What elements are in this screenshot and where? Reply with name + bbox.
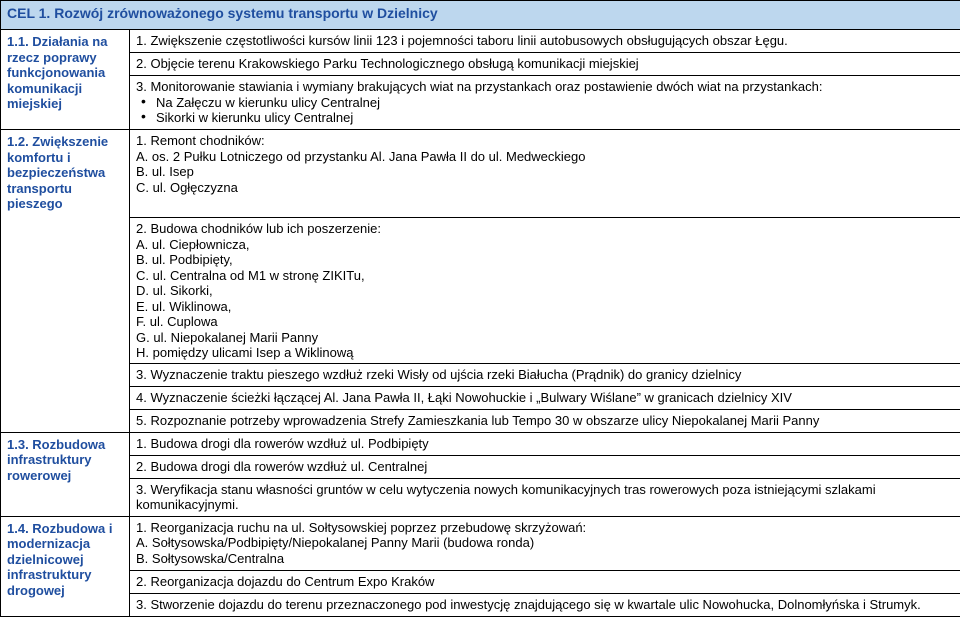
list-item: H. pomiędzy ulicami Isep a Wiklinową: [136, 345, 354, 360]
table-row: [1, 363, 960, 386]
table-row: [1, 432, 960, 455]
bullet-list: [136, 95, 954, 126]
table-row: [1, 478, 960, 516]
section-label-1-1: 1.1. Działania na rzecz poprawy funkcjonowania komunikacji miejskiej: [1, 30, 130, 130]
table-cell: 2. Reorganizacja dojazdu do Centrum Expo Kraków: [130, 570, 960, 593]
table-cell: [130, 130, 960, 218]
list-item: • Sikorki w kierunku ulicy Centralnej: [156, 110, 954, 126]
table-row: [1, 409, 960, 432]
list-item: G. ul. Niepokalanej Marii Panny: [136, 329, 319, 345]
table-cell: 2. Budowa drogi dla rowerów wzdłuż ul. Centralnej: [130, 455, 960, 478]
table-cell: [130, 218, 960, 364]
list-item: C. ul. Centralna od M1 w stronę ZIKITu,: [136, 267, 365, 283]
list-item: B. Sołtysowska/Centralna: [136, 550, 285, 566]
table-cell: 3. Wyznaczenie traktu pieszego wzdłuż rzeki Wisły od ujścia rzeki Białucha (Prądnik) do granicy dzielnicy: [130, 363, 960, 386]
table-cell: [130, 76, 960, 130]
list-item: B. ul. Isep: [136, 164, 194, 179]
table-cell: 3. Weryfikacja stanu własności gruntów w celu wytyczenia nowych komunikacyjnych tras rowerowych poza istniejącymi szlakami komunikacyjnymi.: [130, 478, 960, 516]
list-item: 1. Reorganizacja ruchu na ul. Sołtysowskiej poprzez przebudowę skrzyżowań:: [136, 519, 587, 535]
list-item: A. ul. Ciepłownicza,: [136, 236, 250, 252]
list-item: A. Sołtysowska/Podbipięty/Niepokalanej Panny Marii (budowa ronda): [136, 535, 535, 550]
table-title: CEL 1. Rozwój zrównoważonego systemu transportu w Dzielnicy: [1, 1, 960, 30]
table-row: [1, 218, 960, 364]
table-row: [1, 130, 960, 218]
table-row: [1, 53, 960, 76]
table-cell: 3. Stworzenie dojazdu do terenu przeznaczonego pod inwestycję znajdującego się w kwartale ulic Nowohucka, Dolnomłyńska i Strumyk.: [130, 593, 960, 616]
table-cell: 1. Budowa drogi dla rowerów wzdłuż ul. Podbipięty: [130, 432, 960, 455]
table-row: [1, 386, 960, 409]
section-label-1-2: 1.2. Zwiększenie komfortu i bezpieczeństwa transportu pieszego: [1, 130, 130, 433]
header-row: [1, 1, 960, 30]
table-cell: 4. Wyznaczenie ścieżki łączącej Al. Jana Pawła II, Łąki Nowohuckie i „Bulwary Wiślane” w granicach dzielnicy XIV: [130, 386, 960, 409]
table-row: [1, 593, 960, 616]
table-row: [1, 76, 960, 130]
list-item: • Na Załęczu w kierunku ulicy Centralnej: [156, 95, 954, 111]
section-label-1-4: 1.4. Rozbudowa i modernizacja dzielnicowej infrastruktury drogowej: [1, 516, 130, 616]
list-item: B. ul. Podbipięty,: [136, 252, 233, 267]
table-row: [1, 516, 960, 570]
list-item: A. os. 2 Pułku Lotniczego od przystanku Al. Jana Pawła II do ul. Medweckiego: [136, 148, 586, 164]
list-item: D. ul. Sikorki,: [136, 283, 213, 298]
table-row: [1, 30, 960, 53]
list-item: 2. Budowa chodników lub ich poszerzenie:: [136, 221, 381, 236]
list-item: E. ul. Wiklinowa,: [136, 298, 232, 314]
section-label-1-3: 1.3. Rozbudowa infrastruktury rowerowej: [1, 432, 130, 516]
list-item: 1. Remont chodników:: [136, 133, 265, 148]
table-cell: [130, 516, 960, 570]
table-cell: 2. Objęcie terenu Krakowskiego Parku Technologicznego obsługą komunikacji miejskiej: [130, 53, 960, 76]
item-title: 3. Monitorowanie stawiania i wymiany brakujących wiat na przystankach oraz postawienie dwóch wiat na przystankach:: [136, 79, 823, 94]
table-row: [1, 570, 960, 593]
table-row: [1, 455, 960, 478]
list-item: F. ul. Cuplowa: [136, 314, 218, 329]
table-cell: 1. Zwiększenie częstotliwości kursów linii 123 i pojemności taboru linii autobusowych obsługujących obszar Łęgu.: [130, 30, 960, 53]
list-item: C. ul. Ogłęczyzna: [136, 179, 238, 195]
table-cell: 5. Rozpoznanie potrzeby wprowadzenia Strefy Zamieszkania lub Tempo 30 w obszarze ulicy Niepokalanej Marii Panny: [130, 409, 960, 432]
